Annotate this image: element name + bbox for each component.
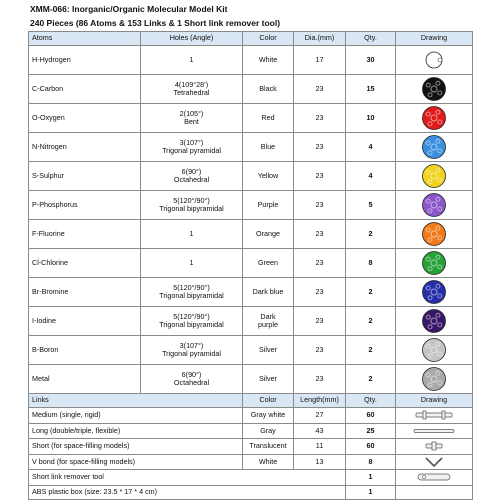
nitrogen-ball-icon: [420, 134, 448, 160]
atom-name: B-Boron: [29, 336, 141, 365]
holes-angle: 5(120°/90°): [173, 195, 210, 205]
atoms-header-row: [29, 32, 473, 46]
holes-geometry: Trigonal bipyramidal: [159, 291, 224, 300]
atom-color: [243, 46, 294, 75]
atom-diameter: 23: [294, 249, 346, 278]
atom-drawing: [396, 220, 473, 249]
holes-geometry: Octahedral: [173, 175, 210, 184]
atom-name: C-Carbon: [29, 75, 141, 104]
boron-ball-icon: [420, 337, 448, 363]
holes-angle: 6(90°): [181, 166, 202, 176]
holes-angle: 1: [189, 228, 194, 238]
carbon-ball-icon: [420, 76, 448, 102]
header-links: Links: [29, 394, 243, 408]
color-name: Green: [258, 257, 278, 267]
atom-drawing: [396, 104, 473, 133]
link-drawing: [396, 423, 473, 439]
atom-name: O-Oxygen: [29, 104, 141, 133]
atom-color: [243, 162, 294, 191]
atom-name: F-Fluorine: [29, 220, 141, 249]
atom-row: [29, 307, 473, 336]
atom-name: I-Iodine: [29, 307, 141, 336]
atom-color: [243, 365, 294, 394]
v-bond-icon: [412, 456, 456, 468]
atom-color: [243, 104, 294, 133]
page-title: XMM-066: Inorganic/Organic Molecular Model Kit: [30, 4, 228, 14]
atom-holes: [141, 278, 243, 307]
atom-drawing: [396, 162, 473, 191]
link-row: [29, 423, 473, 439]
atom-holes: [141, 336, 243, 365]
link-drawing: [396, 439, 473, 455]
header-color: Color: [243, 32, 294, 46]
color-name-cont: purple: [258, 320, 278, 329]
holes-geometry: Trigonal pyramidal: [162, 146, 221, 155]
atom-diameter: 23: [294, 365, 346, 394]
atom-qty: 15: [346, 75, 396, 104]
atom-holes: [141, 104, 243, 133]
link-name: Short (for space-filling models): [29, 439, 243, 455]
color-name: Dark blue: [252, 286, 284, 296]
holes-geometry: Trigonal bipyramidal: [159, 320, 224, 329]
link-name: Medium (single, rigid): [29, 408, 243, 424]
atom-diameter: 23: [294, 104, 346, 133]
atom-drawing: [396, 46, 473, 75]
link-qty: 60: [346, 439, 396, 455]
holes-angle: 3(107°): [179, 137, 204, 147]
header-link-drawing: Drawing: [396, 394, 473, 408]
color-name: White: [258, 54, 278, 64]
box-row: [29, 485, 473, 499]
atom-name: Cl-Chlorine: [29, 249, 141, 278]
hydrogen-ball-icon: [420, 47, 448, 73]
phosphorus-ball-icon: [420, 192, 448, 218]
atom-name: S-Sulphur: [29, 162, 141, 191]
long-link-icon: [412, 425, 456, 437]
atom-name: Metal: [29, 365, 141, 394]
iodine-ball-icon: [420, 308, 448, 334]
atom-row: [29, 365, 473, 394]
atom-qty: 2: [346, 365, 396, 394]
links-header-row: [29, 394, 473, 408]
atom-qty: 10: [346, 104, 396, 133]
link-drawing: [396, 454, 473, 470]
atom-diameter: 23: [294, 336, 346, 365]
link-name: V bond (for space-filling models): [29, 454, 243, 470]
color-name: Purple: [257, 199, 279, 209]
link-qty: 25: [346, 423, 396, 439]
remover-tool-icon: [412, 471, 456, 483]
holes-angle: 3(107°): [179, 340, 204, 350]
atom-diameter: 23: [294, 307, 346, 336]
spec-table: [28, 31, 473, 500]
atom-color: [243, 75, 294, 104]
holes-geometry: Trigonal pyramidal: [162, 349, 221, 358]
header-link-qty: Qty.: [346, 394, 396, 408]
header-holes: Holes (Angle): [141, 32, 243, 46]
atom-name: Br-Bromine: [29, 278, 141, 307]
atom-holes: [141, 220, 243, 249]
atom-color: [243, 191, 294, 220]
chlorine-ball-icon: [420, 250, 448, 276]
atom-holes: [141, 46, 243, 75]
holes-angle: 5(120°/90°): [173, 311, 210, 321]
link-qty: 60: [346, 408, 396, 424]
link-row: [29, 439, 473, 455]
atom-qty: 2: [346, 336, 396, 365]
holes-angle: 1: [189, 54, 194, 64]
link-color: Gray: [243, 423, 294, 439]
header-drawing: Drawing: [396, 32, 473, 46]
atom-color: [243, 249, 294, 278]
atom-qty: 2: [346, 307, 396, 336]
link-row: [29, 408, 473, 424]
header-diameter: Dia.(mm): [294, 32, 346, 46]
link-length: 43: [294, 423, 346, 439]
atom-drawing: [396, 307, 473, 336]
link-drawing: [396, 408, 473, 424]
atom-qty: 30: [346, 46, 396, 75]
tool-qty: 1: [346, 470, 396, 486]
oxygen-ball-icon: [420, 105, 448, 131]
header-length: Length(mm): [294, 394, 346, 408]
link-length: 13: [294, 454, 346, 470]
link-row: [29, 454, 473, 470]
atom-color: [243, 307, 294, 336]
atom-drawing: [396, 336, 473, 365]
atom-diameter: 23: [294, 220, 346, 249]
atom-diameter: 23: [294, 278, 346, 307]
atom-row: [29, 220, 473, 249]
box-drawing: [396, 485, 473, 499]
atom-name: N-Nitrogen: [29, 133, 141, 162]
box-qty: 1: [346, 485, 396, 499]
color-name: Black: [259, 83, 277, 93]
atom-holes: [141, 249, 243, 278]
link-color: Gray white: [243, 408, 294, 424]
tool-name: Short link remover tool: [29, 470, 346, 486]
atom-row: [29, 162, 473, 191]
header-qty: Qty.: [346, 32, 396, 46]
atom-row: [29, 104, 473, 133]
atom-drawing: [396, 191, 473, 220]
holes-geometry: Trigonal bipyramidal: [159, 204, 224, 213]
atom-diameter: 23: [294, 133, 346, 162]
holes-geometry: Octahedral: [173, 378, 210, 387]
atom-name: P-Phosphorus: [29, 191, 141, 220]
atom-drawing: [396, 365, 473, 394]
link-length: 27: [294, 408, 346, 424]
atom-color: [243, 278, 294, 307]
atom-drawing: [396, 278, 473, 307]
holes-angle: 6(90°): [181, 369, 202, 379]
atom-row: [29, 249, 473, 278]
atom-qty: 8: [346, 249, 396, 278]
atom-diameter: 17: [294, 46, 346, 75]
atom-name: H-Hydrogen: [29, 46, 141, 75]
link-color: Translucent: [243, 439, 294, 455]
tool-drawing: [396, 470, 473, 486]
atom-color: [243, 336, 294, 365]
color-name: Blue: [260, 141, 276, 151]
holes-angle: 1: [189, 257, 194, 267]
atom-holes: [141, 365, 243, 394]
atom-holes: [141, 133, 243, 162]
holes-geometry: Tetrahedral: [173, 88, 210, 97]
short-link-icon: [412, 440, 456, 452]
atom-qty: 4: [346, 133, 396, 162]
atom-qty: 2: [346, 278, 396, 307]
tool-row: [29, 470, 473, 486]
bromine-ball-icon: [420, 279, 448, 305]
atom-drawing: [396, 249, 473, 278]
medium-link-icon: [412, 409, 456, 421]
atom-row: [29, 133, 473, 162]
header-link-color: Color: [243, 394, 294, 408]
atom-diameter: 23: [294, 75, 346, 104]
color-name: Dark: [260, 311, 276, 321]
fluorine-ball-icon: [420, 221, 448, 247]
color-name: Yellow: [257, 170, 279, 180]
atom-row: [29, 191, 473, 220]
atom-row: [29, 336, 473, 365]
atom-diameter: 23: [294, 191, 346, 220]
atom-drawing: [396, 133, 473, 162]
atom-row: [29, 75, 473, 104]
holes-angle: 5(120°/90°): [173, 282, 210, 292]
holes-geometry: Bent: [184, 117, 199, 126]
color-name: Silver: [259, 373, 277, 383]
atom-color: [243, 133, 294, 162]
atom-holes: [141, 307, 243, 336]
atom-holes: [141, 75, 243, 104]
link-name: Long (double/triple, flexible): [29, 423, 243, 439]
atom-row: [29, 46, 473, 75]
color-name: Red: [261, 112, 275, 122]
header-atoms: Atoms: [29, 32, 141, 46]
atom-row: [29, 278, 473, 307]
link-length: 11: [294, 439, 346, 455]
atom-qty: 2: [346, 220, 396, 249]
holes-angle: 2(105°): [179, 108, 204, 118]
color-name: Orange: [256, 228, 280, 238]
atom-holes: [141, 162, 243, 191]
atom-diameter: 23: [294, 162, 346, 191]
page-subtitle: 240 Pieces (86 Atoms & 153 Links & 1 Short link remover tool): [30, 18, 281, 28]
atom-qty: 4: [346, 162, 396, 191]
atom-drawing: [396, 75, 473, 104]
atom-color: [243, 220, 294, 249]
link-qty: 8: [346, 454, 396, 470]
holes-angle: 4(109°28’): [174, 79, 209, 89]
box-name: ABS plastic box (size: 23.5 * 17 * 4 cm): [29, 485, 346, 499]
link-color: White: [243, 454, 294, 470]
metal-ball-icon: [420, 366, 448, 392]
atom-qty: 5: [346, 191, 396, 220]
sulphur-ball-icon: [420, 163, 448, 189]
color-name: Silver: [259, 344, 277, 354]
atom-holes: [141, 191, 243, 220]
